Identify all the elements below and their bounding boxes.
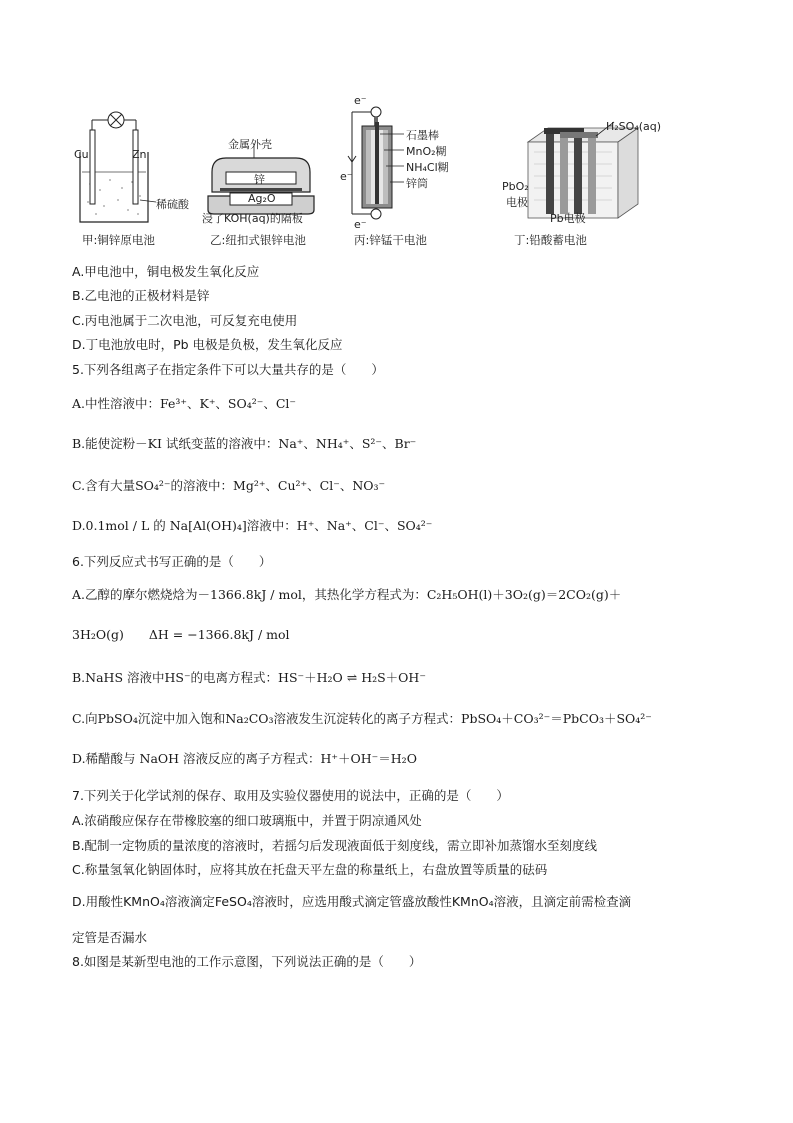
- q6-option-a: A.乙醇的摩尔燃烧焓为－1366.8kJ / mol，其热化学方程式为：C₂H₅OH(l)＋3O₂(g)＝2CO₂(g)＋: [72, 587, 622, 602]
- q6-option-d: D.稀醋酸与 NaOH 溶液反应的离子方程式：H⁺＋OH⁻＝H₂O: [72, 751, 417, 766]
- figure-yi-caption: 乙:纽扣式银锌电池: [210, 233, 306, 247]
- q6-option-a-cont: 3H₂O(g) ΔH = −1366.8kJ / mol: [72, 627, 290, 642]
- q5-stem: 5.下列各组离子在指定条件下可以大量共存的是（ ）: [72, 362, 384, 377]
- nh4cl-paste-label: NH₄Cl糊: [406, 161, 449, 174]
- electron-top-label: e⁻: [354, 94, 367, 107]
- figure-ding: [500, 92, 660, 252]
- graphite-rod-label: 石墨棒: [406, 129, 439, 142]
- q5-option-d: D.0.1mol / L 的 Na[Al(OH)₄]溶液中：H⁺、Na⁺、Cl⁻、SO₄²⁻: [72, 518, 433, 533]
- q5-option-b: B.能使淀粉－KI 试纸变蓝的溶液中：Na⁺、NH₄⁺、S²⁻、Br⁻: [72, 436, 417, 451]
- q7-option-d-cont: 定管是否漏水: [72, 930, 148, 945]
- q7-option-d: D.用酸性KMnO₄溶液滴定FeSO₄溶液时，应选用酸式滴定管盛放酸性KMnO₄溶液，且滴定前需检查滴: [72, 894, 632, 909]
- pb-electrode-label: Pb电极: [550, 212, 586, 225]
- mno2-paste-label: MnO₂糊: [406, 145, 447, 158]
- q4-option-b: B.乙电池的正极材料是锌: [72, 288, 210, 303]
- q6-option-c: C.向PbSO₄沉淀中加入饱和Na₂CO₃溶液发生沉淀转化的离子方程式：PbSO₄＋CO₃²⁻＝PbCO₃＋SO₄²⁻: [72, 711, 652, 726]
- q8-stem: 8.如图是某新型电池的工作示意图，下列说法正确的是（ ）: [72, 954, 422, 969]
- zinc-layer-label: 锌: [254, 173, 265, 186]
- q5-option-c: C.含有大量SO₄²⁻的溶液中：Mg²⁺、Cu²⁺、Cl⁻、NO₃⁻: [72, 478, 386, 493]
- q6-option-b: B.NaHS 溶液中HS⁻的电离方程式：HS⁻＋H₂O ⇌ H₂S＋OH⁻: [72, 670, 426, 685]
- pbo2-electrode-label: PbO₂: [502, 180, 529, 193]
- separator-label: 浸了KOH(aq)的隔板: [202, 212, 303, 225]
- figure-jia: [70, 92, 190, 252]
- cu-electrode-label: Cu: [74, 148, 89, 161]
- acid-label: 稀硫酸: [156, 198, 189, 211]
- q6-stem: 6.下列反应式书写正确的是（ ）: [72, 554, 272, 569]
- q7-option-a: A.浓硝酸应保存在带橡胶塞的细口玻璃瓶中，并置于阴凉通风处: [72, 813, 422, 828]
- zn-electrode-label: Zn: [132, 148, 147, 161]
- acid-electrolyte-label: H₂SO₄(aq): [606, 120, 662, 133]
- electron-side-label: e⁻: [340, 170, 353, 183]
- pbo2-electrode-label-2: 电极: [506, 196, 528, 209]
- figure-bing-caption: 丙:锌锰干电池: [354, 233, 427, 247]
- q4-option-d: D.丁电池放电时，Pb 电极是负极，发生氧化反应: [72, 337, 343, 352]
- ag2o-layer-label: Ag₂O: [248, 192, 276, 205]
- figure-yi: [200, 92, 360, 252]
- q7-option-b: B.配制一定物质的量浓度的溶液时，若摇匀后发现液面低于刻度线，需立即补加蒸馏水至刻度线: [72, 838, 598, 853]
- figure-bing: [340, 92, 490, 252]
- figure-jia-caption: 甲:铜锌原电池: [82, 233, 155, 247]
- zinc-can-label: 锌筒: [406, 177, 428, 190]
- figure-ding-caption: 丁:铅酸蓄电池: [514, 233, 587, 247]
- q5-option-a: A.中性溶液中：Fe³⁺、K⁺、SO₄²⁻、Cl⁻: [72, 396, 297, 411]
- battery-figures: [70, 92, 730, 252]
- q4-option-a: A.甲电池中，铜电极发生氧化反应: [72, 264, 260, 279]
- metal-shell-label: 金属外壳: [228, 138, 272, 151]
- q7-stem: 7.下列关于化学试剂的保存、取用及实验仪器使用的说法中，正确的是（ ）: [72, 788, 509, 803]
- q7-option-c: C.称量氢氧化钠固体时，应将其放在托盘天平左盘的称量纸上，右盘放置等质量的砝码: [72, 862, 548, 877]
- q4-option-c: C.丙电池属于二次电池，可反复充电使用: [72, 313, 298, 328]
- electron-bottom-label: e⁻: [354, 218, 367, 231]
